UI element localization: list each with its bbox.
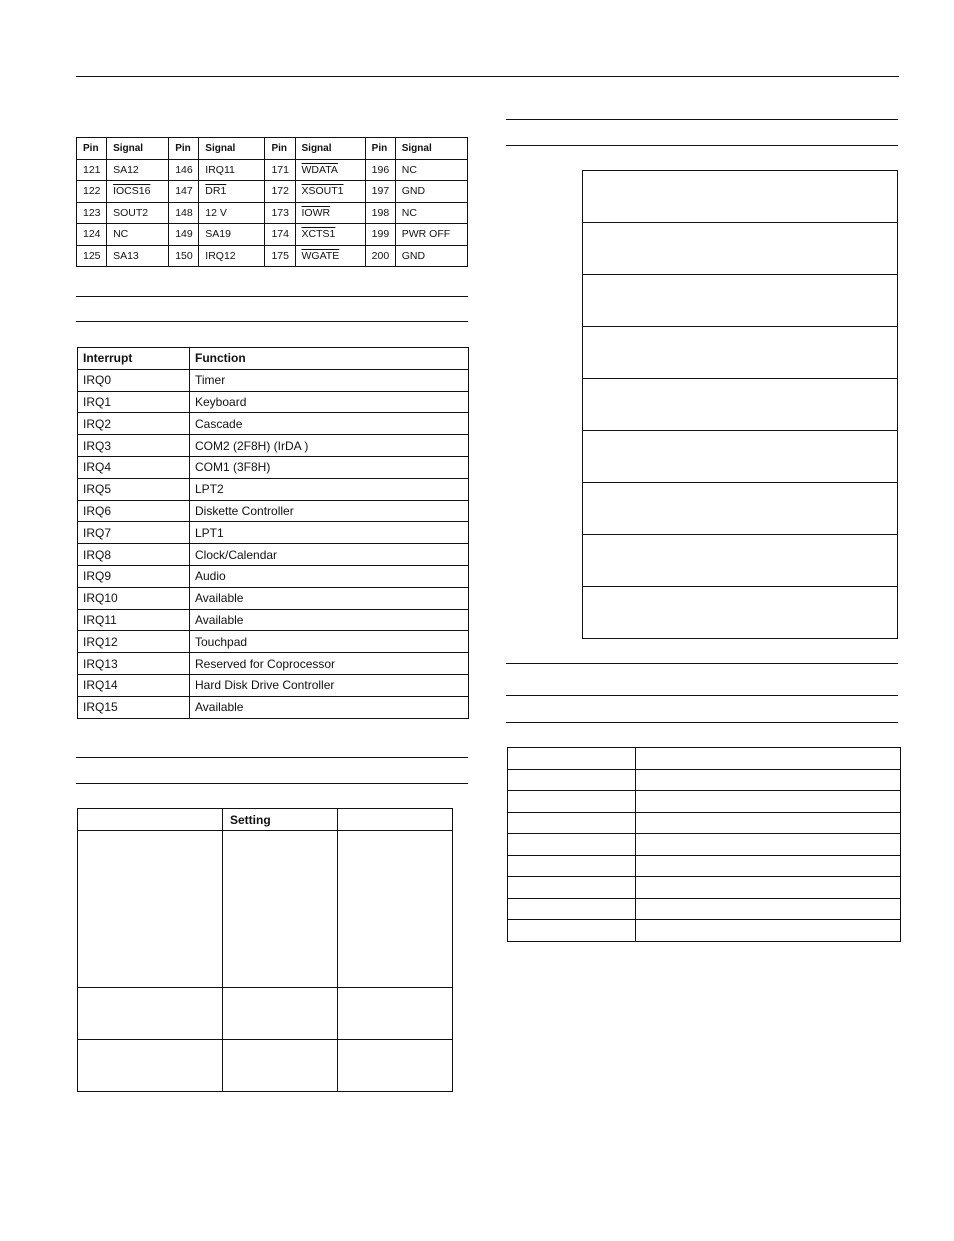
- table-row: [582, 482, 898, 534]
- table-row: [78, 988, 453, 1040]
- table-cell: [78, 831, 223, 988]
- function-cell: Available: [190, 696, 469, 718]
- pin-number-cell: [365, 202, 395, 224]
- table-row: [78, 587, 469, 609]
- function-cell: Available: [190, 587, 469, 609]
- pin-number-cell: [265, 159, 295, 181]
- section-rule: [76, 296, 468, 297]
- table-row: [78, 609, 469, 631]
- table-row: [78, 653, 469, 675]
- pin-number-cell: [169, 224, 199, 246]
- pin-number: 172: [271, 185, 289, 198]
- pin-number-cell: [365, 245, 395, 267]
- function-cell: Cascade: [190, 413, 469, 435]
- pin-number: 147: [175, 185, 193, 198]
- interrupt-table: [77, 347, 469, 719]
- table-row: [508, 920, 901, 942]
- column-header: Pin: [365, 138, 395, 160]
- signal-name: IRQ11: [205, 163, 235, 176]
- table-cell: [636, 791, 901, 813]
- column-header: Interrupt: [78, 348, 190, 370]
- function-cell: Audio: [190, 565, 469, 587]
- signal-name: SA12: [113, 163, 139, 176]
- signal-name: WGATE: [301, 249, 340, 262]
- table-cell: [636, 834, 901, 856]
- table-cell: [508, 834, 636, 856]
- pin-number-cell: [77, 181, 107, 203]
- table-row: [78, 831, 453, 988]
- function-cell: LPT2: [190, 478, 469, 500]
- pin-number-cell: [169, 245, 199, 267]
- pin-number: 123: [83, 206, 101, 219]
- signal-name: NC: [401, 163, 417, 176]
- table-row: [78, 369, 469, 391]
- table-row: [78, 674, 469, 696]
- interrupt-cell: IRQ0: [78, 369, 190, 391]
- pin-number-cell: [265, 181, 295, 203]
- pin-number: 200: [371, 249, 390, 262]
- table-cell: [223, 988, 338, 1040]
- signal-name: IRQ12: [205, 249, 236, 262]
- pin-number: 199: [371, 228, 390, 241]
- table-row: [78, 631, 469, 653]
- pin-number: 175: [271, 249, 289, 262]
- signal-name-cell: [295, 202, 365, 224]
- column-header: [338, 809, 453, 831]
- pin-number: 122: [83, 185, 101, 198]
- table-cell: [508, 769, 636, 791]
- table-row: [508, 877, 901, 899]
- pin-number: 146: [175, 163, 193, 176]
- column-header: Pin: [77, 138, 107, 160]
- column-header: Signal: [107, 138, 169, 160]
- pin-signal-table: [76, 137, 468, 267]
- table-cell: [78, 1040, 223, 1092]
- table-row: [582, 326, 898, 378]
- table-cell: [338, 988, 453, 1040]
- signal-name: 12 V: [205, 206, 227, 219]
- table-row: [77, 159, 468, 181]
- column-header: Pin: [169, 138, 199, 160]
- pin-number: 149: [175, 228, 193, 241]
- signal-name: SA19: [205, 228, 231, 241]
- pin-number: 150: [175, 249, 193, 262]
- pin-number-cell: [77, 202, 107, 224]
- section-rule: [506, 119, 898, 120]
- pin-number-cell: [169, 181, 199, 203]
- table-row: [582, 170, 898, 222]
- signal-name-cell: [295, 159, 365, 181]
- signal-name: GND: [401, 185, 426, 198]
- table-row: [77, 245, 468, 267]
- function-cell: Diskette Controller: [190, 500, 469, 522]
- signal-name-cell: [395, 245, 467, 267]
- signal-name: XSOUT1: [301, 185, 344, 198]
- pin-number-cell: [365, 159, 395, 181]
- table-cell: [508, 877, 636, 899]
- pin-number: 198: [371, 206, 390, 219]
- column-header: Function: [190, 348, 469, 370]
- pin-number-cell: [77, 159, 107, 181]
- empty-two-column-table: [507, 747, 901, 942]
- signal-name: IOWR: [301, 206, 331, 219]
- signal-name: PWR OFF: [401, 228, 451, 241]
- pin-number: 171: [271, 163, 289, 176]
- function-cell: Available: [190, 609, 469, 631]
- interrupt-cell: IRQ6: [78, 500, 190, 522]
- pin-number: 124: [83, 228, 101, 241]
- table-cell: [508, 898, 636, 920]
- table-cell: [508, 920, 636, 942]
- signal-name-cell: [295, 181, 365, 203]
- table-cell: [636, 898, 901, 920]
- signal-name-cell: [295, 245, 365, 267]
- pin-table-header: [77, 138, 468, 160]
- signal-name-cell: [295, 224, 365, 246]
- table-cell: [508, 748, 636, 770]
- signal-name-cell: [395, 202, 467, 224]
- table-cell: [338, 1040, 453, 1092]
- table-row: [77, 224, 468, 246]
- table-cell: [508, 791, 636, 813]
- table-cell: [636, 877, 901, 899]
- table-row: [78, 435, 469, 457]
- function-cell: LPT1: [190, 522, 469, 544]
- section-rule: [506, 695, 898, 696]
- signal-name-cell: [199, 159, 265, 181]
- function-cell: Hard Disk Drive Controller: [190, 674, 469, 696]
- table-cell: [636, 769, 901, 791]
- table-row: [508, 812, 901, 834]
- pin-number-cell: [365, 181, 395, 203]
- function-cell: Touchpad: [190, 631, 469, 653]
- column-header: Signal: [395, 138, 467, 160]
- interrupt-cell: IRQ4: [78, 456, 190, 478]
- signal-name-cell: [107, 224, 169, 246]
- pin-number: 197: [371, 185, 390, 198]
- signal-name: SOUT2: [113, 206, 149, 219]
- function-cell: COM1 (3F8H): [190, 456, 469, 478]
- function-cell: Timer: [190, 369, 469, 391]
- column-header: [78, 809, 223, 831]
- setting-table: [77, 808, 453, 1092]
- table-row: [582, 222, 898, 274]
- function-cell: Reserved for Coprocessor: [190, 653, 469, 675]
- table-row: [78, 544, 469, 566]
- signal-name-cell: [199, 202, 265, 224]
- section-rule: [506, 663, 898, 664]
- table-cell: [223, 831, 338, 988]
- table-row: [77, 202, 468, 224]
- interrupt-cell: IRQ14: [78, 674, 190, 696]
- table-row: [78, 456, 469, 478]
- section-rule: [76, 321, 468, 322]
- pin-number: 125: [83, 249, 101, 262]
- table-cell: [338, 831, 453, 988]
- signal-name: SA13: [113, 249, 139, 262]
- signal-name: XCTS1: [301, 228, 336, 241]
- signal-name-cell: [107, 245, 169, 267]
- table-cell: [508, 812, 636, 834]
- interrupt-cell: IRQ11: [78, 609, 190, 631]
- setting-table-header: [78, 809, 453, 831]
- function-cell: Keyboard: [190, 391, 469, 413]
- section-rule: [76, 757, 468, 758]
- table-row: [508, 855, 901, 877]
- table-row: [78, 1040, 453, 1092]
- function-cell: COM2 (2F8H) (IrDA ): [190, 435, 469, 457]
- interrupt-cell: IRQ9: [78, 565, 190, 587]
- top-rule: [76, 76, 899, 77]
- table-cell: [636, 920, 901, 942]
- section-rule: [76, 783, 468, 784]
- signal-name-cell: [395, 181, 467, 203]
- pin-number: 173: [271, 206, 289, 219]
- pin-number-cell: [169, 159, 199, 181]
- pin-number: 196: [371, 163, 390, 176]
- interrupt-cell: IRQ3: [78, 435, 190, 457]
- table-row: [508, 791, 901, 813]
- table-row: [582, 274, 898, 326]
- interrupt-cell: IRQ2: [78, 413, 190, 435]
- interrupt-cell: IRQ10: [78, 587, 190, 609]
- section-rule: [506, 722, 898, 723]
- pin-number-cell: [77, 224, 107, 246]
- column-header: Pin: [265, 138, 295, 160]
- signal-name: DR1: [205, 185, 227, 198]
- table-row: [78, 522, 469, 544]
- table-row: [508, 834, 901, 856]
- table-row: [508, 769, 901, 791]
- signal-name: GND: [401, 249, 426, 262]
- table-cell: [636, 812, 901, 834]
- interrupt-cell: IRQ7: [78, 522, 190, 544]
- table-row: [78, 500, 469, 522]
- signal-name-cell: [107, 181, 169, 203]
- interrupt-cell: IRQ12: [78, 631, 190, 653]
- table-row: [78, 565, 469, 587]
- table-row: [78, 391, 469, 413]
- signal-name-cell: [395, 159, 467, 181]
- pin-number: 121: [83, 163, 101, 176]
- table-cell: [636, 855, 901, 877]
- signal-name: NC: [113, 228, 129, 241]
- pin-number-cell: [265, 245, 295, 267]
- interrupt-cell: IRQ13: [78, 653, 190, 675]
- signal-name: NC: [401, 206, 417, 219]
- pin-number-cell: [365, 224, 395, 246]
- pin-number-cell: [265, 202, 295, 224]
- signal-name-cell: [199, 181, 265, 203]
- pin-number-cell: [77, 245, 107, 267]
- table-cell: [78, 988, 223, 1040]
- signal-name-cell: [199, 224, 265, 246]
- signal-name-cell: [107, 159, 169, 181]
- signal-name-cell: [107, 202, 169, 224]
- table-cell: [223, 1040, 338, 1092]
- signal-name: WDATA: [301, 163, 338, 176]
- table-row: [78, 696, 469, 718]
- pin-number: 148: [175, 206, 193, 219]
- signal-name-cell: [395, 224, 467, 246]
- pin-number-cell: [169, 202, 199, 224]
- table-row: [508, 748, 901, 770]
- interrupt-cell: IRQ15: [78, 696, 190, 718]
- table-cell: [636, 748, 901, 770]
- table-row: [78, 478, 469, 500]
- section-rule: [506, 145, 898, 146]
- irq-table-header: [78, 348, 469, 370]
- table-row: [582, 430, 898, 482]
- table-row: [77, 181, 468, 203]
- function-cell: Clock/Calendar: [190, 544, 469, 566]
- table-cell: [508, 855, 636, 877]
- signal-name: IOCS16: [113, 185, 151, 198]
- pin-number-cell: [265, 224, 295, 246]
- signal-name-cell: [199, 245, 265, 267]
- table-row: [582, 534, 898, 586]
- table-row: [582, 586, 898, 639]
- table-row: [508, 898, 901, 920]
- interrupt-cell: IRQ1: [78, 391, 190, 413]
- column-header: Signal: [199, 138, 265, 160]
- interrupt-cell: IRQ5: [78, 478, 190, 500]
- column-header: Setting: [223, 809, 338, 831]
- empty-box-table: [582, 170, 898, 639]
- interrupt-cell: IRQ8: [78, 544, 190, 566]
- table-row: [78, 413, 469, 435]
- pin-number: 174: [271, 228, 289, 241]
- column-header: Signal: [295, 138, 365, 160]
- table-row: [582, 378, 898, 430]
